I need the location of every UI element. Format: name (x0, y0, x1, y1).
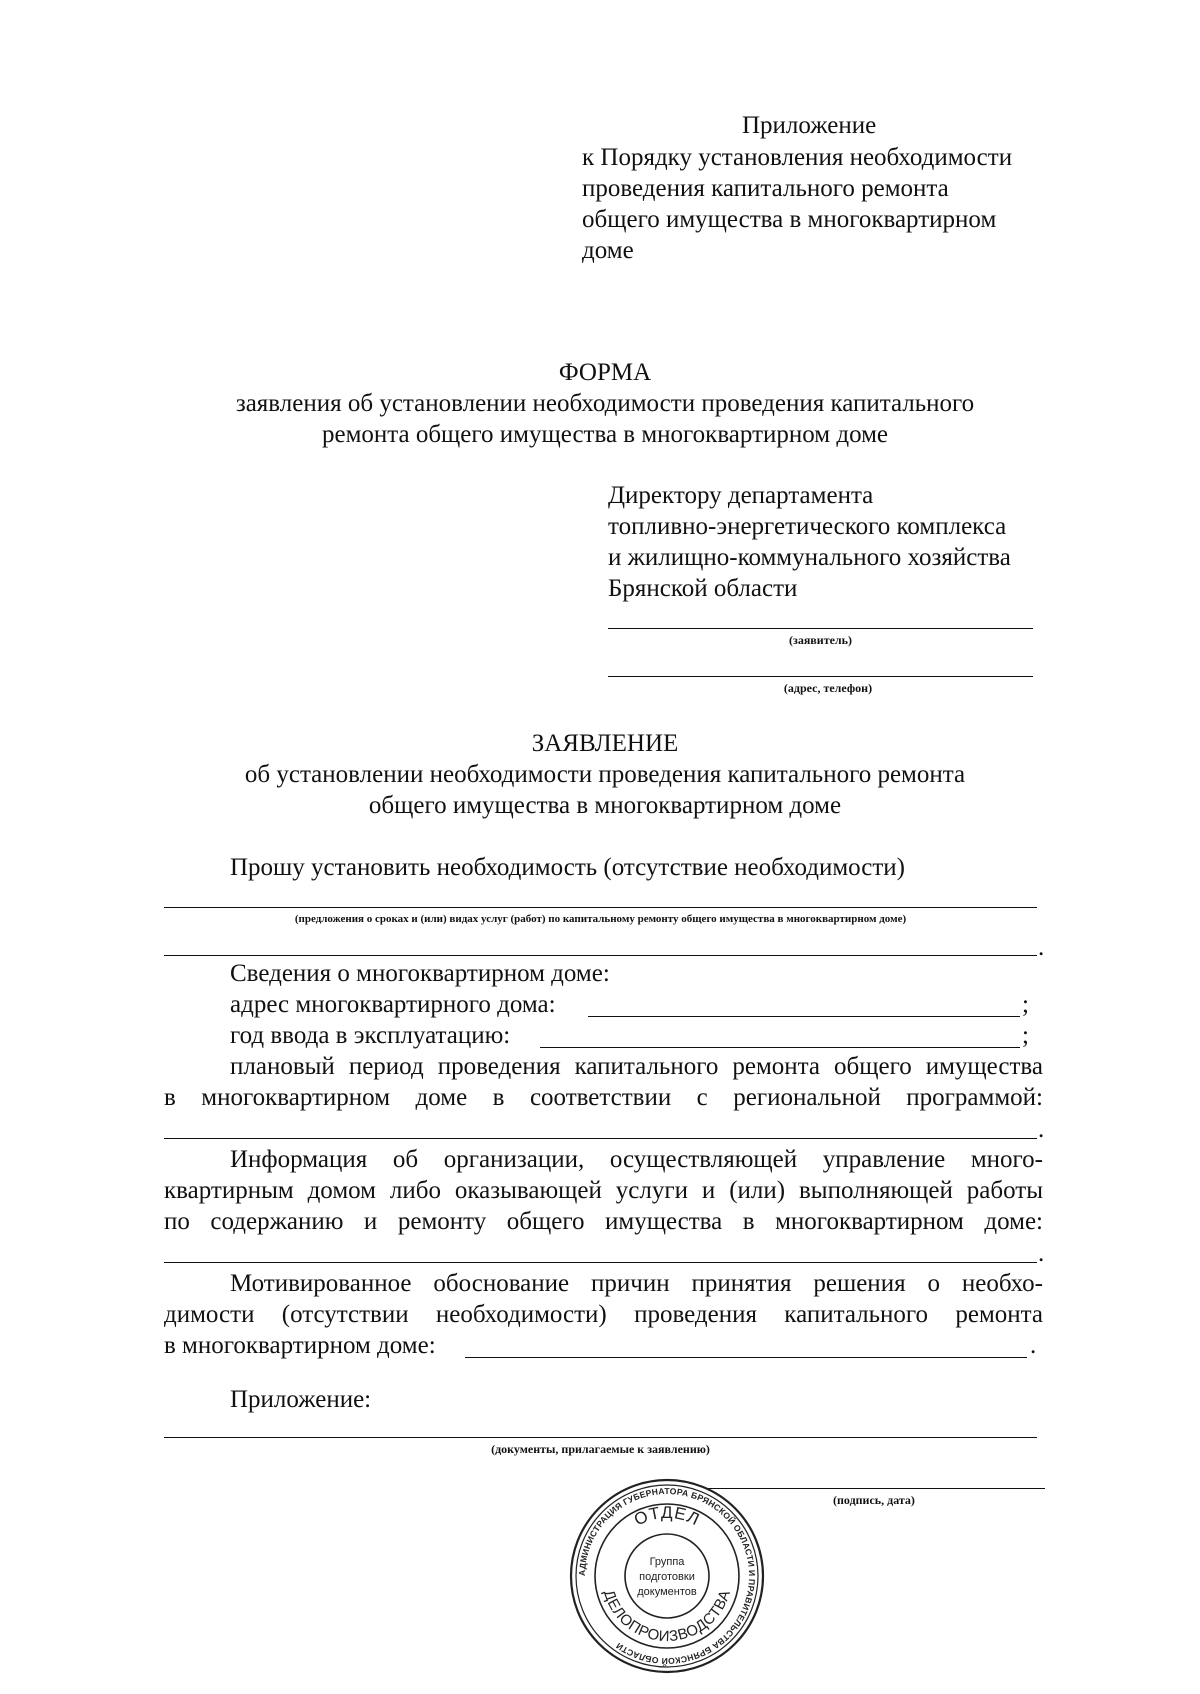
stamp-center-line: документов (637, 1586, 697, 1598)
contact-blank-line (608, 676, 1033, 677)
signature-caption: (подпись, дата) (833, 1493, 915, 1507)
proposal-period: . (1038, 934, 1045, 961)
appendix-line: проведения капитального ремонта (582, 175, 949, 202)
justification-period: . (1030, 1332, 1037, 1359)
period-line (230, 1051, 1043, 1082)
organization-blank-line (164, 1262, 1037, 1263)
organization-line (164, 1206, 1043, 1237)
form-subtitle-line: заявления об установлении необходимости проведения капитального (235, 390, 975, 417)
addressee-line: топливно-энергетического комплекса (608, 513, 1007, 540)
request-text: Прошу установить необходимость (отсутствие необходимости) (230, 854, 906, 881)
official-stamp (562, 1476, 772, 1676)
addressee-line: Брянской области (608, 575, 798, 602)
justification-line-text: Мотивированное обоснование причин принятия решения о необхо- (230, 1270, 1043, 1297)
form-subtitle-line: ремонта общего имущества в многоквартирном доме (321, 421, 889, 448)
stamp-outer-text-path: АДМИНИСТРАЦИЯ ГУБЕРНАТОРА БРЯНСКОЙ ОБЛАСТИ И ПРАВИТЕЛЬСТВА БРЯНСКОЙ ОБЛАСТИ (576, 1485, 758, 1667)
form-title: ФОРМА (558, 359, 652, 386)
period-blank-line (164, 1138, 1037, 1139)
period-line (164, 1082, 1043, 1113)
address-blank-line (588, 1016, 1020, 1017)
organization-line (164, 1175, 1043, 1206)
attachments-label: Приложение: (230, 1386, 372, 1413)
statement-title: ЗАЯВЛЕНИЕ (531, 730, 679, 757)
applicant-blank-line (608, 628, 1033, 629)
statement-subtitle-line: общего имущества в многоквартирном доме (368, 792, 842, 819)
year-label: год ввода в эксплуатацию: (230, 1022, 511, 1049)
addressee-line: и жилищно-коммунального хозяйства (608, 544, 1011, 571)
addressee-line: Директору департамента (608, 482, 874, 509)
organization-line (230, 1144, 1043, 1175)
appendix-title: Приложение (742, 112, 877, 139)
stamp-center-line: Группа (649, 1556, 685, 1568)
proposal-caption: (предложения о сроках и (или) видах услуг (работ) по капитальному ремонту общего имущества в многоквартирном доме) (294, 913, 907, 925)
proposal-blank-line (164, 907, 1037, 908)
organization-line-text: Информация об организации, осуществляющей управление много- (230, 1146, 1043, 1173)
justification-label: в многоквартирном доме: (164, 1332, 436, 1359)
period-line-text: в многоквартирном доме в соответствии с региональной программой: (164, 1084, 1043, 1111)
address-label: адрес многоквартирного дома: (230, 991, 556, 1018)
proposal-continuation-line (164, 955, 1037, 956)
period-period: . (1038, 1116, 1045, 1143)
year-semicolon: ; (1022, 1022, 1029, 1049)
justification-line (230, 1268, 1043, 1299)
applicant-caption: (заявитель) (789, 633, 852, 647)
stamp-top-word-path: ОТДЕЛ (631, 1502, 703, 1530)
year-blank-line (540, 1047, 1020, 1048)
appendix-line: доме (582, 237, 634, 264)
contact-caption: (адрес, телефон) (783, 681, 873, 695)
organization-line-text: по содержанию и ремонту общего имущества в многоквартирном доме: (164, 1208, 1043, 1235)
attachments-caption: (документы, прилагаемые к заявлению) (491, 1442, 710, 1456)
justification-blank-line (465, 1357, 1027, 1358)
attachments-blank-line (164, 1437, 1037, 1438)
appendix-line: общего имущества в многоквартирном (582, 206, 997, 233)
stamp-top-word (631, 1503, 703, 1529)
address-semicolon: ; (1022, 991, 1029, 1018)
organization-line-text: квартирным домом либо оказывающей услуги и (или) выполняющей работы (164, 1177, 1043, 1204)
stamp-center-line: подготовки (639, 1571, 695, 1583)
justification-line (164, 1299, 1043, 1330)
appendix-line: к Порядку установления необходимости (582, 144, 1013, 171)
building-info-heading: Сведения о многоквартирном доме: (230, 960, 610, 987)
justification-line-text: димости (отсутствии необходимости) проведения капитального ремонта (164, 1301, 1043, 1328)
statement-subtitle-line: об установлении необходимости проведения капитального ремонта (244, 761, 966, 788)
stamp-bottom-word-path: ДЕЛОПРОИЗВОДСТВА (599, 1587, 735, 1646)
period-line-text: плановый период проведения капитального ремонта общего имущества (230, 1053, 1043, 1080)
organization-period: . (1038, 1240, 1045, 1267)
